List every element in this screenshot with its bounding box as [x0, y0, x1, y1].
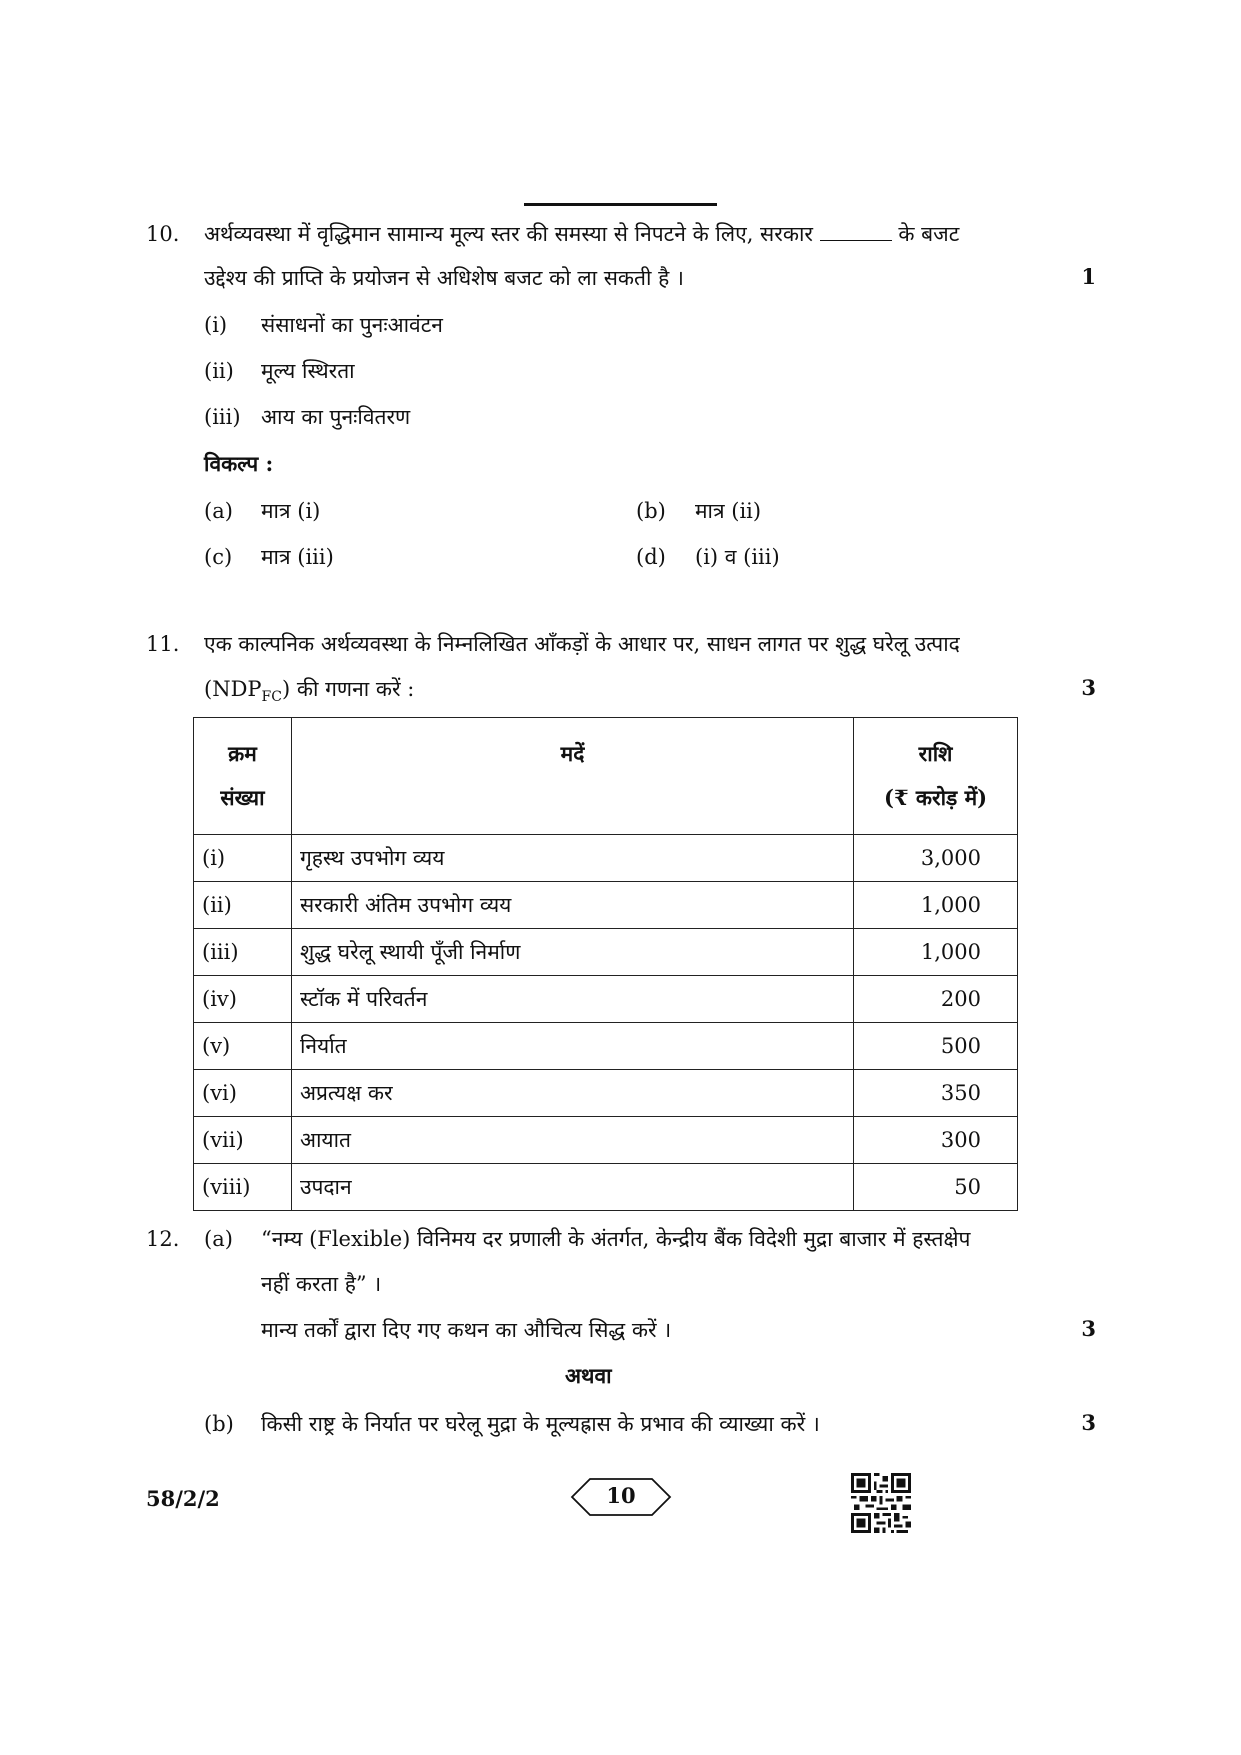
question-text-part: ) की गणना करें :: [281, 677, 415, 701]
item-text: मूल्य स्थिरता: [261, 359, 355, 383]
question-number: 11.: [146, 632, 180, 656]
row-sno: (iii): [194, 929, 292, 976]
row-item: उपदान: [291, 1164, 853, 1211]
question-text-line1: [204, 220, 959, 248]
part-a-line2: नहीं करता है” ।: [261, 1272, 382, 1296]
question-text-line2: उद्देश्य की प्राप्ति के प्रयोजन से अधिशेष बजट को ला सकती है ।: [204, 266, 684, 290]
part-label: (b): [204, 1412, 234, 1436]
header-text: राशि: [918, 741, 953, 766]
top-rule: [524, 203, 717, 206]
row-sno: (viii): [194, 1164, 292, 1211]
item-label: (iii): [204, 405, 241, 429]
question-text-part: के बजट: [898, 222, 960, 246]
row-sno: (ii): [194, 882, 292, 929]
table-row: [194, 1117, 1018, 1164]
option-text: (i) व (iii): [695, 545, 780, 569]
option-label: (b): [636, 499, 666, 523]
page-number-badge: [570, 1477, 672, 1521]
row-amount: 500: [854, 1023, 1018, 1070]
qr-code-icon: [851, 1473, 911, 1533]
row-amount: 1,000: [854, 929, 1018, 976]
paper-code: 58/2/2: [146, 1486, 220, 1511]
row-amount: 300: [854, 1117, 1018, 1164]
row-item: अप्रत्यक्ष कर: [291, 1070, 853, 1117]
table-row: [194, 835, 1018, 882]
option-text: मात्र (i): [261, 499, 321, 523]
row-amount: 200: [854, 976, 1018, 1023]
part-a-line3: मान्य तर्कों द्वारा दिए गए कथन का औचित्य सिद्ध करें ।: [261, 1318, 672, 1342]
option-label: (c): [204, 545, 233, 569]
part-a-line1: “नम्य (Flexible) विनिमय दर प्रणाली के अंतर्गत, केन्द्रीय बैंक विदेशी मुद्रा बाजार में हस्तक्षेप: [261, 1227, 971, 1251]
fill-in-blank: [820, 222, 892, 241]
or-separator: अथवा: [565, 1363, 612, 1388]
question-number: 12.: [146, 1227, 180, 1251]
table-row: [194, 1023, 1018, 1070]
item-label: (i): [204, 313, 228, 337]
item-text: संसाधनों का पुनःआवंटन: [261, 313, 443, 337]
row-item: सरकारी अंतिम उपभोग व्यय: [291, 882, 853, 929]
row-item: शुद्ध घरेलू स्थायी पूँजी निर्माण: [291, 929, 853, 976]
page-number: 10: [606, 1483, 636, 1508]
row-sno: (vii): [194, 1117, 292, 1164]
option-text: मात्र (ii): [695, 499, 762, 523]
part-label: (a): [204, 1227, 233, 1251]
question-text-part: (NDP: [204, 677, 262, 701]
header-items: मदें: [291, 718, 853, 835]
row-amount: 50: [854, 1164, 1018, 1211]
item-text: आय का पुनःवितरण: [261, 405, 411, 429]
header-text: संख्या: [220, 785, 265, 810]
row-sno: (vi): [194, 1070, 292, 1117]
row-item: स्टॉक में परिवर्तन: [291, 976, 853, 1023]
table-row: [194, 976, 1018, 1023]
marks: 1: [1081, 264, 1096, 289]
header-text: (₹ करोड़ में): [884, 785, 988, 810]
marks: 3: [1081, 1410, 1096, 1435]
header-amount: [854, 718, 1018, 835]
question-text-line2: [204, 675, 414, 711]
option-label: (a): [204, 499, 233, 523]
question-text-line1: एक काल्पनिक अर्थव्यवस्था के निम्नलिखित आँकड़ों के आधार पर, साधन लागत पर शुद्ध घरेलू उत्पाद: [204, 632, 960, 656]
row-sno: (v): [194, 1023, 292, 1070]
row-sno: (iv): [194, 976, 292, 1023]
question-text-part: अर्थव्यवस्था में वृद्धिमान सामान्य मूल्य स्तर की समस्या से निपटने के लिए, सरकार: [204, 222, 813, 246]
table-row: [194, 882, 1018, 929]
header-text: क्रम: [228, 741, 257, 766]
data-table: [193, 717, 1018, 1211]
row-item: गृहस्थ उपभोग व्यय: [291, 835, 853, 882]
option-label: (d): [636, 545, 666, 569]
row-amount: 350: [854, 1070, 1018, 1117]
marks: 3: [1081, 675, 1096, 700]
row-sno: (i): [194, 835, 292, 882]
options-heading: विकल्प :: [204, 451, 274, 476]
row-item: निर्यात: [291, 1023, 853, 1070]
marks: 3: [1081, 1316, 1096, 1341]
table-row: [194, 1164, 1018, 1211]
row-amount: 1,000: [854, 882, 1018, 929]
table-header-row: [194, 718, 1018, 835]
subscript: FC: [261, 689, 282, 706]
item-label: (ii): [204, 359, 234, 383]
part-b-text: किसी राष्ट्र के निर्यात पर घरेलू मुद्रा के मूल्यह्रास के प्रभाव की व्याख्या करें ।: [261, 1412, 820, 1436]
table-row: [194, 1070, 1018, 1117]
question-number: 10.: [146, 222, 180, 246]
table-row: [194, 929, 1018, 976]
row-item: आयात: [291, 1117, 853, 1164]
row-amount: 3,000: [854, 835, 1018, 882]
header-sno: [194, 718, 292, 835]
option-text: मात्र (iii): [261, 545, 334, 569]
